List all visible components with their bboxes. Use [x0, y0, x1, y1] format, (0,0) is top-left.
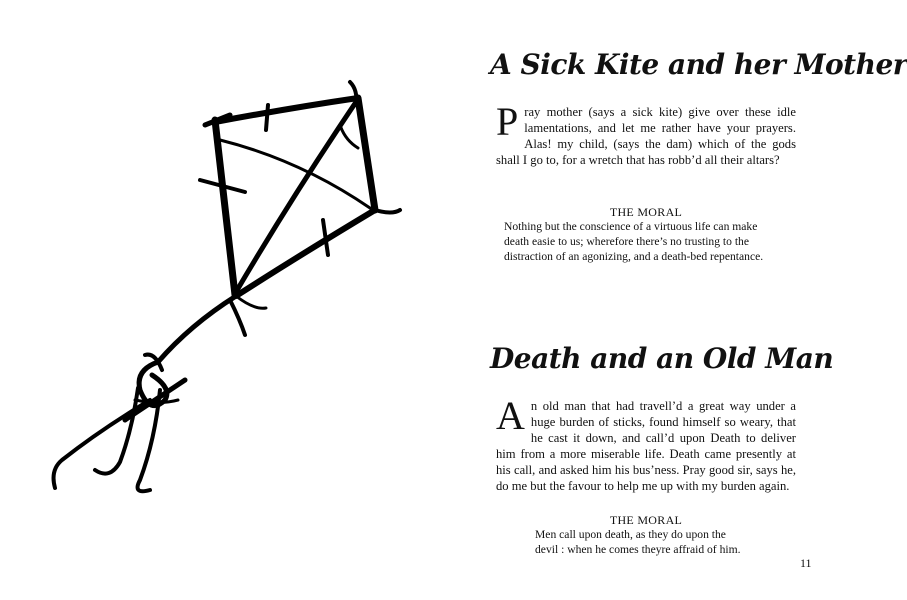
fable-body: ray mother (says a sick kite) give over these idle lamentations, and let me rather have your prayers. Alas! my child, (says the dam) which of the gods shall I go to, for a wretch that has robb’d all their altars?	[496, 105, 796, 167]
fable-title: A Sick Kite and her Mother	[490, 48, 907, 81]
moral-text	[535, 527, 785, 557]
fable-body: n old man that had travell’d a great way under a huge burden of sticks, found himself so weary, that he cast it down, and call’d upon Death to deliver him from a more miserable life. Death came presently at his call, and asked him his bus’ness. Pray good sir, says he, do me but the favour to help me up with my burden again.	[496, 399, 796, 493]
moral-heading: THE MORAL	[609, 513, 683, 527]
kite-illustration	[40, 70, 420, 510]
fable-title: Death and an Old Man	[490, 342, 834, 375]
kite-icon	[40, 70, 420, 510]
drop-cap: P	[496, 99, 519, 144]
moral-line: devil : when he comes theyre affraid of him.	[535, 543, 741, 556]
fable-text	[496, 99, 796, 168]
moral-heading: THE MORAL	[609, 205, 683, 219]
page-number: 11	[800, 556, 812, 570]
moral-line: Men call upon death, as they do upon the	[535, 528, 726, 541]
drop-cap: A	[496, 393, 525, 438]
moral-text: Nothing but the conscience of a virtuous life can make death easie to us; wherefore there’s no trusting to the distraction of an agonizing, and a death-bed repentance.	[504, 220, 764, 263]
fable-text	[496, 393, 796, 494]
